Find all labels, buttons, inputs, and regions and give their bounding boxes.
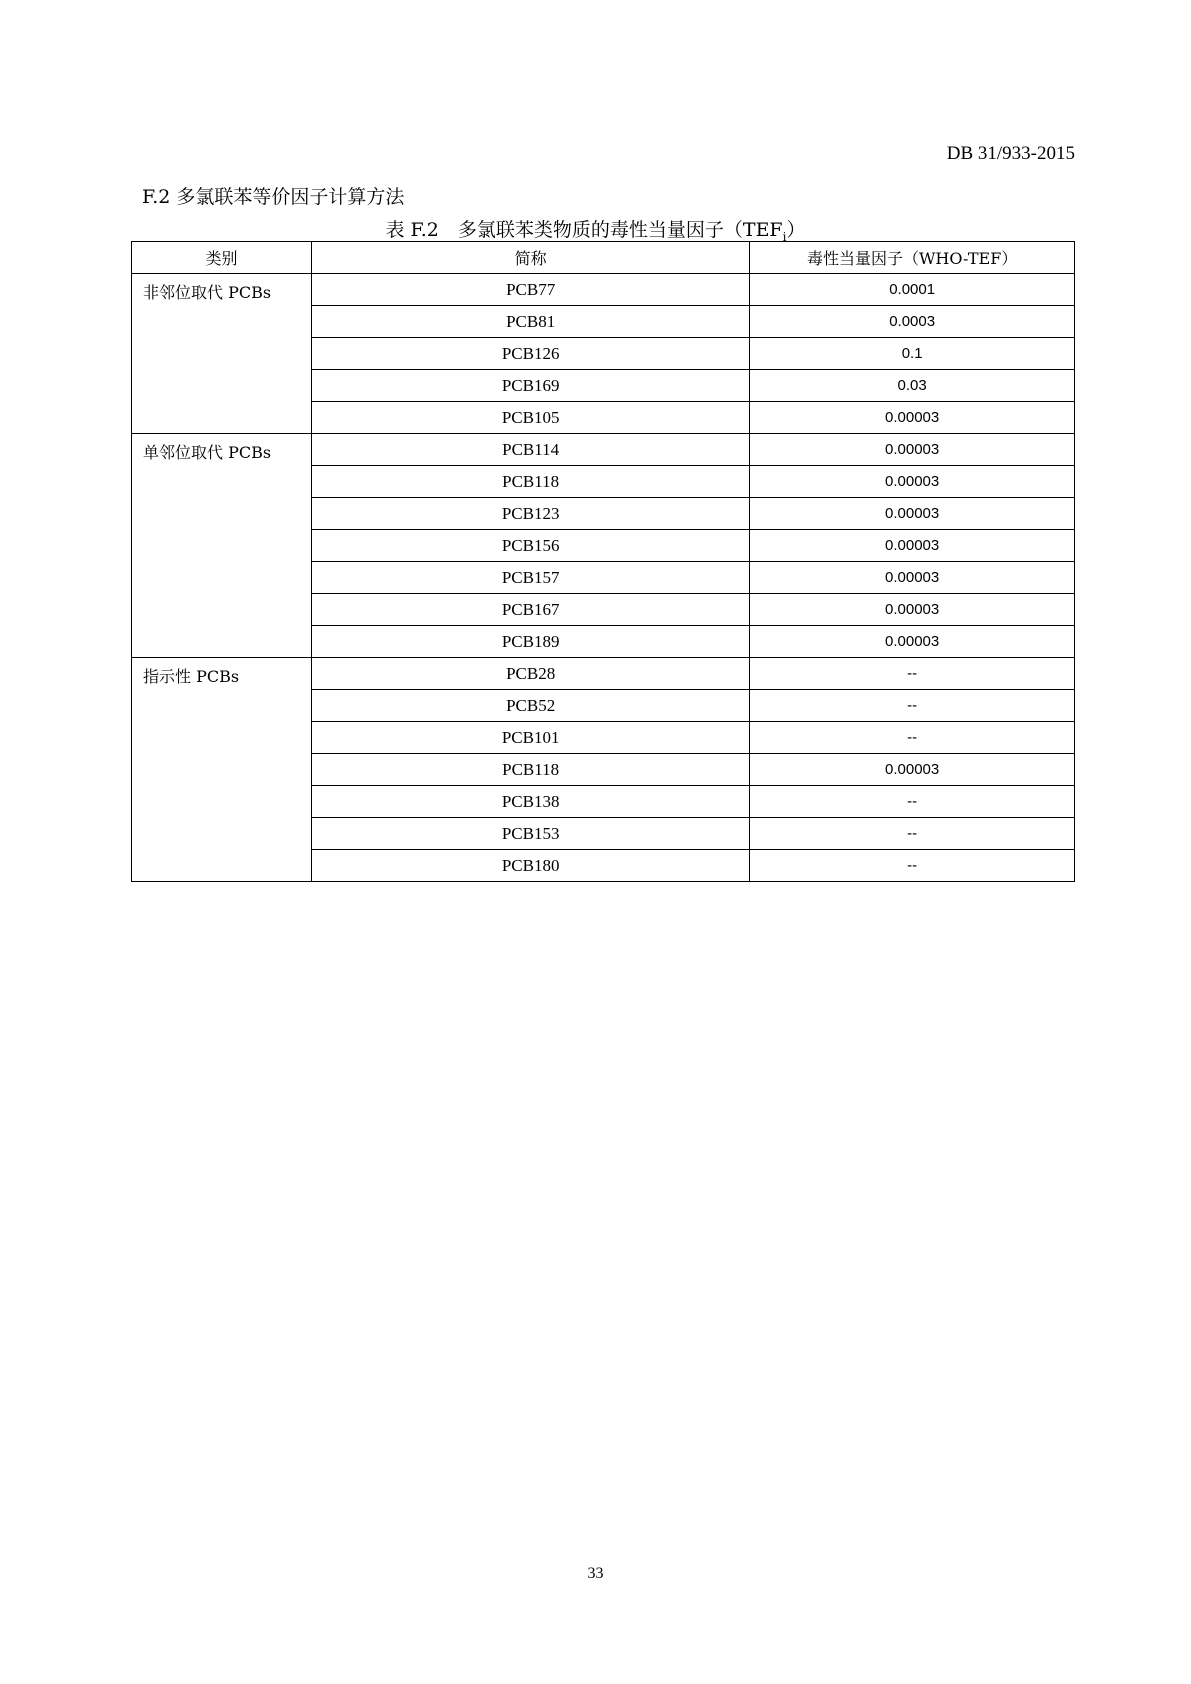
tef-value-cell: 0.1 (750, 338, 1075, 370)
tef-value-cell: -- (750, 850, 1075, 882)
compound-name-cell: PCB126 (312, 338, 750, 370)
column-header-tef: 毒性当量因子（WHO-TEF） (750, 242, 1075, 274)
tef-value-cell: 0.00003 (750, 626, 1075, 658)
compound-name-cell: PCB156 (312, 530, 750, 562)
compound-name-cell: PCB118 (312, 754, 750, 786)
category-cell: 非邻位取代 PCBs (132, 274, 312, 434)
compound-name-cell: PCB153 (312, 818, 750, 850)
section-heading: F.2 多氯联苯等价因子计算方法 (142, 186, 405, 208)
page-number: 33 (587, 1565, 604, 1582)
compound-name-cell: PCB138 (312, 786, 750, 818)
table-body (132, 274, 1075, 882)
table-caption-close: ） (786, 219, 806, 241)
compound-name-cell: PCB28 (312, 658, 750, 690)
tef-value-cell: 0.00003 (750, 754, 1075, 786)
tef-value-cell: 0.0003 (750, 306, 1075, 338)
table-header-row (132, 242, 1075, 274)
tef-value-cell: 0.00003 (750, 498, 1075, 530)
compound-name-cell: PCB101 (312, 722, 750, 754)
compound-name-cell: PCB123 (312, 498, 750, 530)
compound-name-cell: PCB189 (312, 626, 750, 658)
category-cell: 指示性 PCBs (132, 658, 312, 882)
tef-value-cell: 0.0001 (750, 274, 1075, 306)
compound-name-cell: PCB52 (312, 690, 750, 722)
column-header-category: 类别 (132, 242, 312, 274)
compound-name-cell: PCB114 (312, 434, 750, 466)
tef-value-cell: 0.03 (750, 370, 1075, 402)
compound-name-cell: PCB105 (312, 402, 750, 434)
table-row (132, 658, 1075, 690)
document-code: DB 31/933-2015 (946, 143, 1075, 164)
tef-value-cell: -- (750, 690, 1075, 722)
tef-value-cell: -- (750, 722, 1075, 754)
table-row (132, 434, 1075, 466)
tef-value-cell: 0.00003 (750, 402, 1075, 434)
tef-value-cell: 0.00003 (750, 562, 1075, 594)
tef-value-cell: 0.00003 (750, 434, 1075, 466)
tef-value-cell: 0.00003 (750, 466, 1075, 498)
compound-name-cell: PCB77 (312, 274, 750, 306)
table-caption-text: 表 F.2 多氯联苯类物质的毒性当量因子（TEF (385, 219, 783, 241)
compound-name-cell: PCB157 (312, 562, 750, 594)
tef-value-cell: -- (750, 818, 1075, 850)
tef-value-cell: -- (750, 786, 1075, 818)
table-caption-subscript: i (782, 229, 787, 244)
column-header-name: 简称 (312, 242, 750, 274)
compound-name-cell: PCB81 (312, 306, 750, 338)
compound-name-cell: PCB118 (312, 466, 750, 498)
table-row (132, 274, 1075, 306)
compound-name-cell: PCB167 (312, 594, 750, 626)
compound-name-cell: PCB169 (312, 370, 750, 402)
category-cell: 单邻位取代 PCBs (132, 434, 312, 658)
tef-value-cell: -- (750, 658, 1075, 690)
tef-value-cell: 0.00003 (750, 594, 1075, 626)
tef-value-cell: 0.00003 (750, 530, 1075, 562)
compound-name-cell: PCB180 (312, 850, 750, 882)
tef-table (131, 241, 1075, 882)
table-caption (0, 215, 1191, 244)
